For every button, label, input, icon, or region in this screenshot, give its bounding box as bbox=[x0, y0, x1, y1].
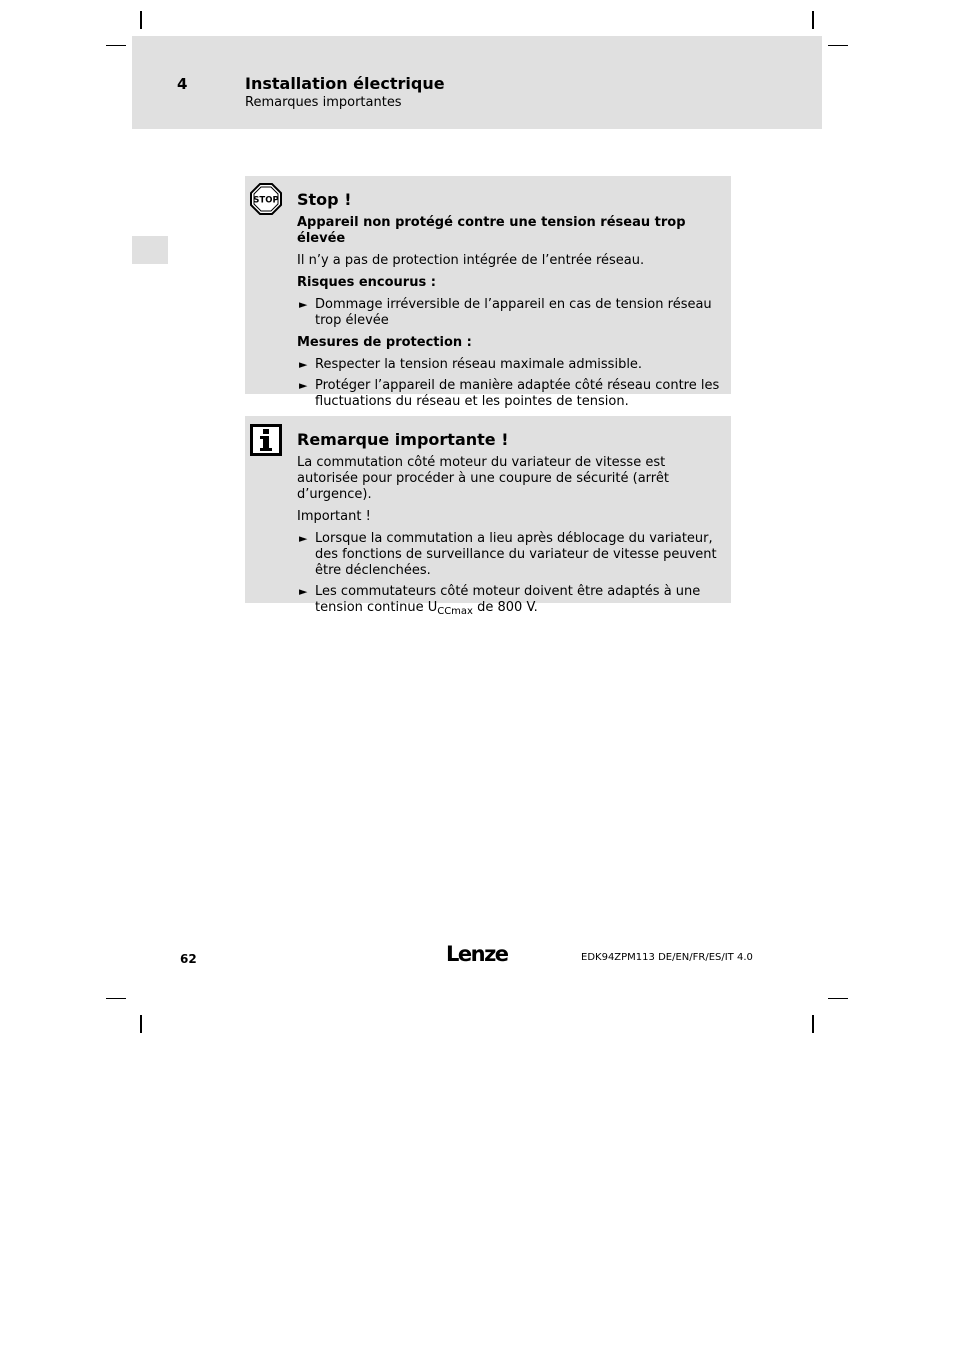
svg-text:STOP: STOP bbox=[253, 195, 279, 206]
triangle-bullet-icon: ► bbox=[299, 358, 308, 371]
crop-mark bbox=[106, 998, 126, 999]
stop-text: Il n’y a pas de protection intégrée de l’entrée réseau. bbox=[297, 253, 645, 268]
measures-label: Mesures de protection : bbox=[297, 335, 472, 350]
chapter-title: Installation électrique bbox=[245, 74, 445, 93]
stop-warning-box bbox=[245, 176, 731, 409]
stop-sign-icon bbox=[250, 183, 282, 219]
stop-title: Stop ! bbox=[297, 190, 352, 209]
document-code: EDK94ZPM113 DE/EN/FR/ES/IT 4.0 bbox=[581, 952, 753, 963]
triangle-bullet-icon: ► bbox=[299, 298, 308, 311]
note-title: Remarque importante ! bbox=[297, 430, 509, 449]
info-icon bbox=[250, 424, 282, 460]
page-number: 62 bbox=[180, 952, 197, 966]
note-text: La commutation côté moteur du variateur de vitesse est autorisée pour procéder à une coupure de sécurité (arrêt d’urgence). bbox=[297, 455, 669, 502]
chapter-subtitle: Remarques importantes bbox=[245, 95, 402, 110]
risks-list bbox=[297, 297, 721, 329]
crop-mark bbox=[812, 1015, 814, 1033]
list-item: ► Lorsque la commutation a lieu après déblocage du variateur, des fonctions de surveillance du variateur de vitesse peuvent être déclenchées. bbox=[299, 531, 717, 578]
measures-list bbox=[297, 357, 721, 410]
crop-mark bbox=[140, 1015, 142, 1033]
stop-subtitle: Appareil non protégé contre une tension réseau trop élevée bbox=[297, 215, 686, 246]
list-item: ► Les commutateurs côté moteur doivent être adaptés à une tension continue $U_{CCmax}$ de 800 V. bbox=[299, 584, 701, 617]
crop-mark bbox=[140, 11, 142, 29]
list-item: ► Respecter la tension réseau maximale admissible. bbox=[299, 357, 643, 372]
triangle-bullet-icon: ► bbox=[299, 532, 308, 545]
triangle-bullet-icon: ► bbox=[299, 585, 308, 598]
list-item: ► Dommage irréversible de l’appareil en cas de tension réseau trop élevée bbox=[299, 297, 712, 328]
important-label: Important ! bbox=[297, 509, 371, 524]
triangle-bullet-icon: ► bbox=[299, 379, 308, 392]
chapter-header bbox=[132, 36, 822, 129]
crop-mark bbox=[106, 45, 126, 46]
chapter-side-tab bbox=[132, 236, 168, 264]
chapter-number: 4 bbox=[177, 75, 188, 93]
list-item: ► Protéger l’appareil de manière adaptée côté réseau contre les fluctuations du réseau et les pointes de tension. bbox=[299, 378, 720, 409]
crop-mark bbox=[828, 45, 848, 46]
crop-mark bbox=[828, 998, 848, 999]
note-list bbox=[297, 531, 721, 616]
lenze-logo: Lenze bbox=[446, 942, 508, 966]
important-note-box bbox=[245, 416, 731, 617]
crop-mark bbox=[812, 11, 814, 29]
risks-label: Risques encourus : bbox=[297, 275, 436, 290]
